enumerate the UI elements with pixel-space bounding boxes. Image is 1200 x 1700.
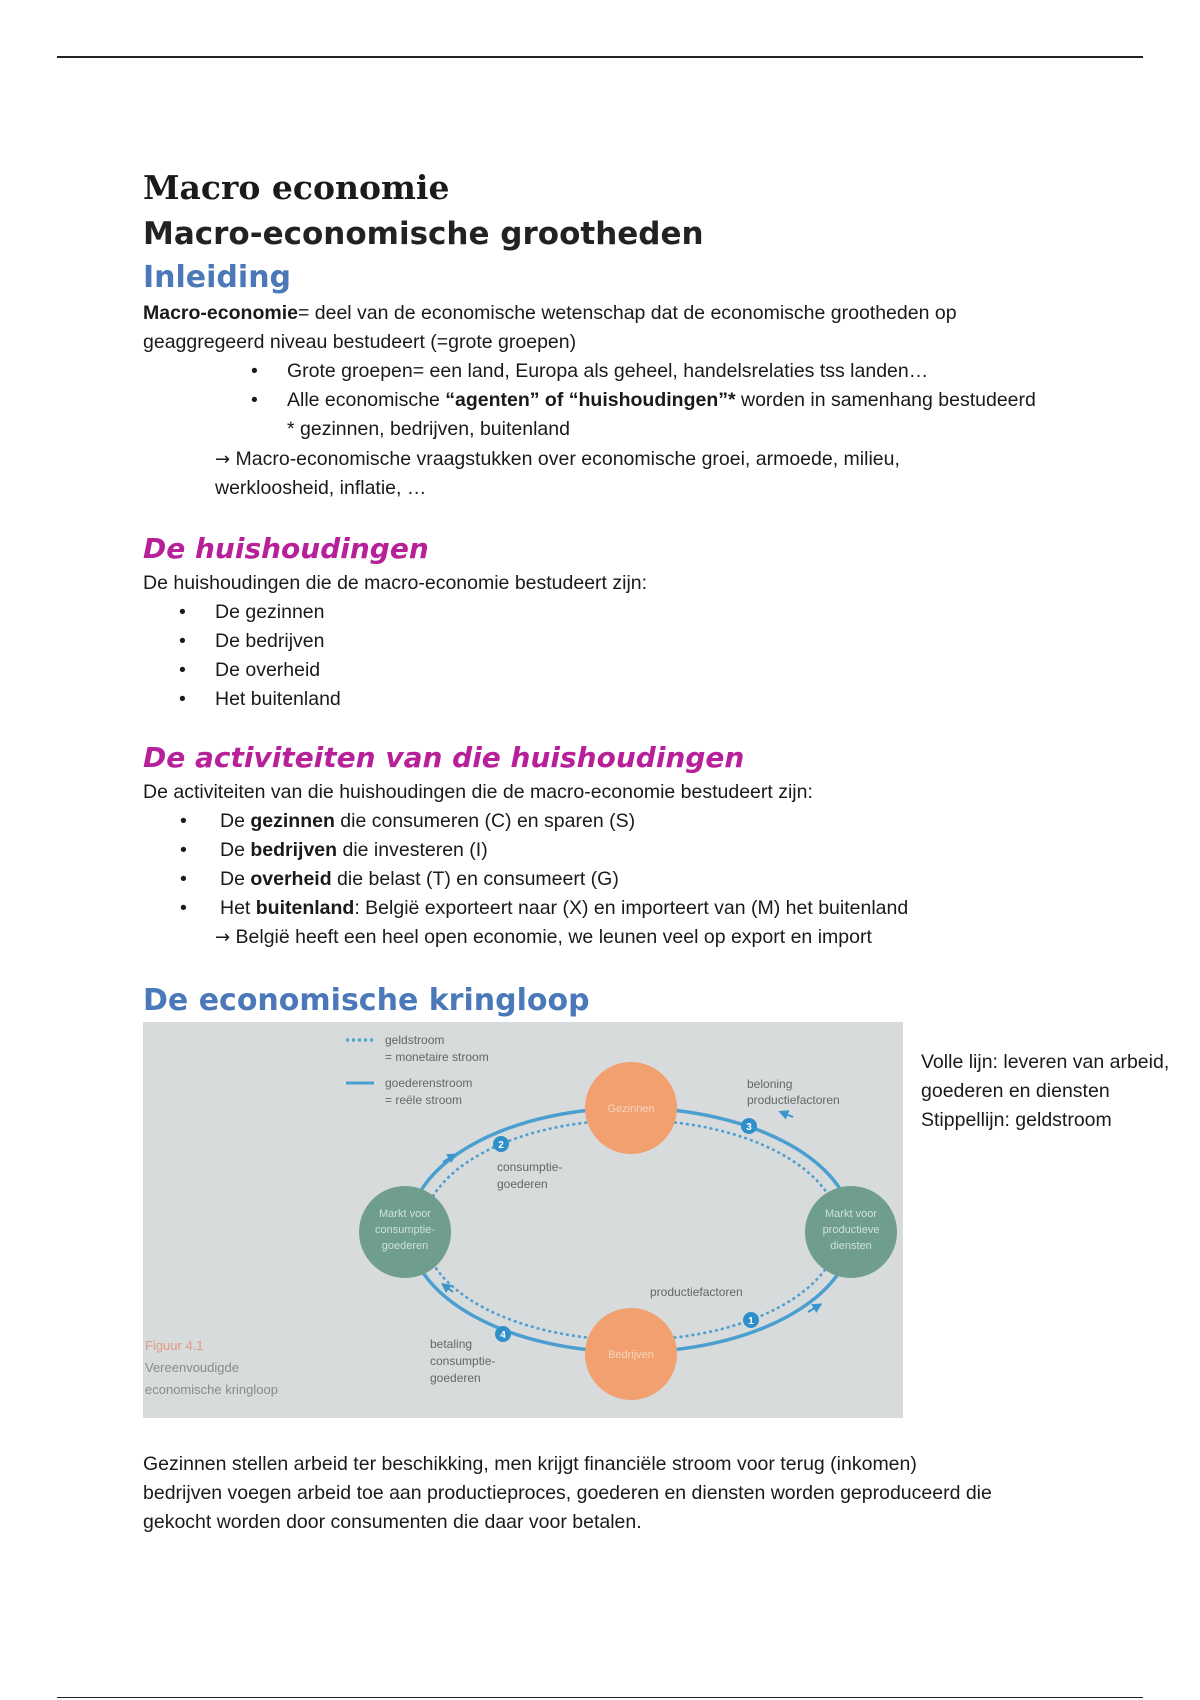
legend-money-label: geldstroom (385, 1033, 445, 1047)
huishoudingen-intro: De huishoudingen die de macro-economie bestudeert zijn: (143, 572, 648, 594)
document-page (143, 165, 1170, 1537)
section-heading-kringloop: De economische kringloop (143, 983, 590, 1018)
definition-term: Macro-economie (143, 302, 298, 324)
list-item: • Het buitenland: België exporteert naar (X) en importeert van (M) het buitenland (180, 897, 909, 919)
figure-caption: Vereenvoudigde (145, 1360, 239, 1375)
node-markt-productieve-label: productieve (822, 1224, 880, 1236)
flow-label-consumptiegoederen: consumptie- (497, 1160, 563, 1174)
node-markt-productieve-label: diensten (830, 1240, 872, 1252)
kringloop-paragraph: Gezinnen stellen arbeid ter beschikking, men krijgt financiële stroom voor terug (inkomen) bedrijven voegen arbeid toe aan productieproces, goederen en diensten worden geproduceerd die gekocht worden door consumenten die daar voor betalen. (143, 1453, 992, 1533)
document-title: Macro economie (143, 168, 450, 207)
list-item: • De overheid (179, 659, 321, 681)
section-heading-inleiding: Inleiding (143, 260, 292, 295)
flow-label-betaling: betaling (430, 1337, 473, 1351)
node-markt-productieve-label: Markt voor (825, 1208, 877, 1220)
list-item: • De overheid die belast (T) en consumeert (G) (180, 868, 619, 890)
inleiding-bullets (143, 357, 1143, 444)
huishoudingen-list (143, 598, 1143, 714)
figure-caption: economische kringloop (145, 1382, 278, 1397)
list-item: • De bedrijven die investeren (I) (180, 839, 488, 861)
figure-label: Figuur 4.1 (145, 1338, 204, 1353)
activiteiten-intro: De activiteiten van die huishoudingen die de macro-economie bestudeert zijn: (143, 781, 813, 803)
badge-2-label: 2 (498, 1140, 504, 1151)
footer-rule (57, 1697, 1143, 1698)
list-item: • De gezinnen die consumeren (C) en sparen (S) (180, 810, 636, 832)
flow-label-betaling: goederen (430, 1371, 481, 1385)
node-markt-consumptie-label: consumptie- (375, 1224, 435, 1236)
arrow-icon: → (215, 927, 231, 948)
list-item: • De bedrijven (179, 630, 325, 652)
section-heading-activiteiten: De activiteiten van die huishoudingen (143, 741, 745, 774)
flow-label-beloning: productiefactoren (747, 1093, 840, 1107)
kringloop-figure-row (143, 1022, 1170, 1420)
badge-1-label: 1 (748, 1316, 754, 1327)
badge-3-label: 3 (746, 1122, 752, 1133)
node-markt-consumptie-label: Markt voor (379, 1208, 431, 1220)
arrow-paragraph: → Macro-economische vraagstukken over economische groei, armoede, milieu, werkloosheid, inflatie, … (215, 448, 900, 499)
flow-label-beloning: beloning (747, 1077, 793, 1091)
arrow-paragraph: → België heeft een heel open economie, we leunen veel op export en import (215, 926, 872, 948)
legend-goods-label: goederenstroom (385, 1076, 473, 1090)
legend-goods-sublabel: = reële stroom (385, 1093, 463, 1107)
list-item: • Alle economische “agenten” of “huishoudingen”* worden in samenhang bestudeerd (251, 389, 1036, 411)
flow-label-productiefactoren: productiefactoren (650, 1285, 743, 1299)
list-item: • De gezinnen (179, 601, 325, 623)
diagram-side-caption: Volle lijn: leveren van arbeid, goederen en diensten Stippellijn: geldstroom (921, 1051, 1170, 1131)
list-item: • Het buitenland (179, 688, 341, 710)
chapter-heading: Macro-economische grootheden (143, 216, 704, 252)
section-heading-huishoudingen: De huishoudingen (143, 532, 429, 565)
legend-money-sublabel: = monetaire stroom (385, 1050, 489, 1064)
activiteiten-list (143, 807, 1143, 923)
header-rule (57, 56, 1143, 58)
kringloop-diagram (143, 1022, 903, 1418)
badge-4-label: 4 (500, 1330, 506, 1341)
list-item: • Grote groepen= een land, Europa als geheel, handelsrelaties tss landen… (251, 360, 929, 382)
node-bedrijven-label: Bedrijven (608, 1349, 654, 1361)
footnote: * gezinnen, bedrijven, buitenland (287, 418, 570, 440)
node-markt-consumptie-label: goederen (381, 1240, 429, 1252)
arrow-icon: → (215, 449, 231, 470)
definition-paragraph: Macro-economie= deel van de economische wetenschap dat de economische grootheden op geaggregeerd niveau bestudeert (=grote groepen) (143, 302, 957, 353)
node-gezinnen-label: Gezinnen (607, 1103, 655, 1115)
flow-label-betaling: consumptie- (430, 1354, 496, 1368)
flow-label-consumptiegoederen: goederen (497, 1177, 548, 1191)
